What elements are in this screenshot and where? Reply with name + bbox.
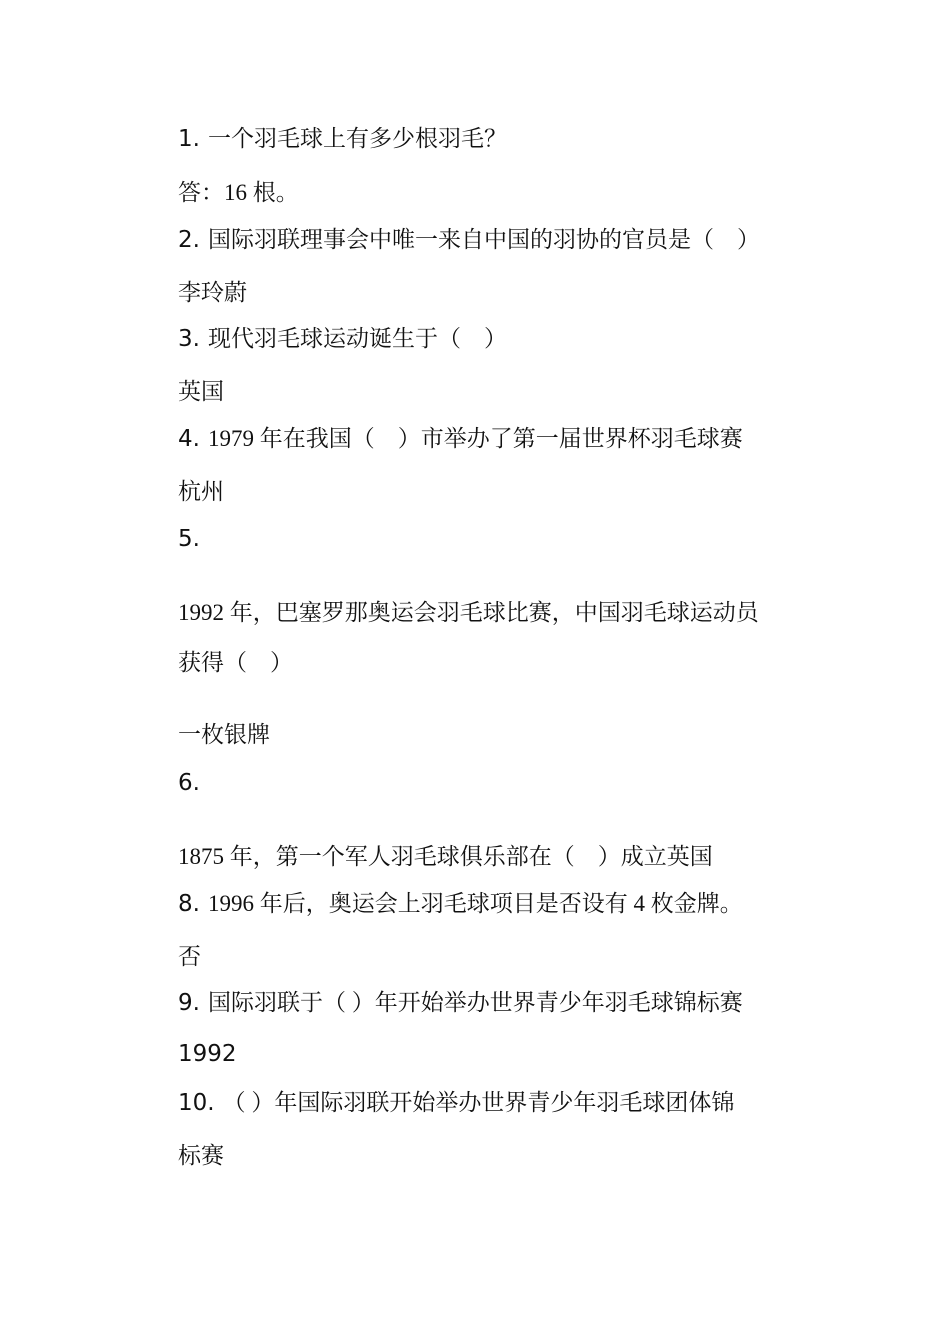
question-1 [178, 124, 507, 154]
answer-5: 一枚银牌 [178, 722, 270, 747]
question-6-text: 1875 年，第一个军人羽毛球俱乐部在（ ）成立英国 [178, 844, 713, 869]
question-text: 国际羽联于（ ）年开始举办世界青少年羽毛球锦标赛 [207, 990, 743, 1015]
question-number: 10. [178, 1090, 215, 1116]
question-text: 国际羽联理事会中唯一来自中国的羽协的官员是（ ） [207, 227, 760, 252]
question-number: 1. [178, 126, 200, 152]
question-text: 现代羽毛球运动诞生于（ ） [207, 326, 507, 351]
question-8 [178, 889, 743, 919]
answer-2: 李玲蔚 [178, 280, 247, 305]
question-number: 2. [178, 227, 200, 253]
question-number: 4. [178, 426, 200, 452]
question-text: 1979 年在我国（ ）市举办了第一届世界杯羽毛球赛 [207, 426, 743, 451]
question-10 [178, 1088, 734, 1118]
question-text: 一个羽毛球上有多少根羽毛？ [207, 126, 507, 151]
question-number: 9. [178, 990, 200, 1016]
question-number: 5. [178, 526, 200, 552]
question-text: （ ）年国际羽联开始举办世界青少年羽毛球团体锦 [222, 1090, 735, 1115]
question-text: 1996 年后，奥运会上羽毛球项目是否设有 4 枚金牌。 [207, 891, 743, 916]
answer-9: 1992 [178, 1041, 237, 1067]
question-number: 6. [178, 770, 200, 796]
question-6 [178, 768, 208, 798]
question-3 [178, 324, 507, 354]
answer-1: 答：16 根。 [178, 180, 299, 205]
question-5-text: 1992 年，巴塞罗那奥运会羽毛球比赛，中国羽毛球运动员 [178, 600, 759, 625]
answer-8: 否 [178, 944, 201, 969]
question-number: 3. [178, 326, 200, 352]
question-number: 8. [178, 891, 200, 917]
question-2 [178, 225, 760, 255]
question-9 [178, 988, 743, 1018]
question-4 [178, 424, 743, 454]
answer-4: 杭州 [178, 479, 224, 504]
question-5 [178, 524, 208, 554]
question-10-text-cont: 标赛 [178, 1143, 224, 1168]
question-5-text-cont: 获得（ ） [178, 650, 293, 675]
answer-3: 英国 [178, 379, 224, 404]
